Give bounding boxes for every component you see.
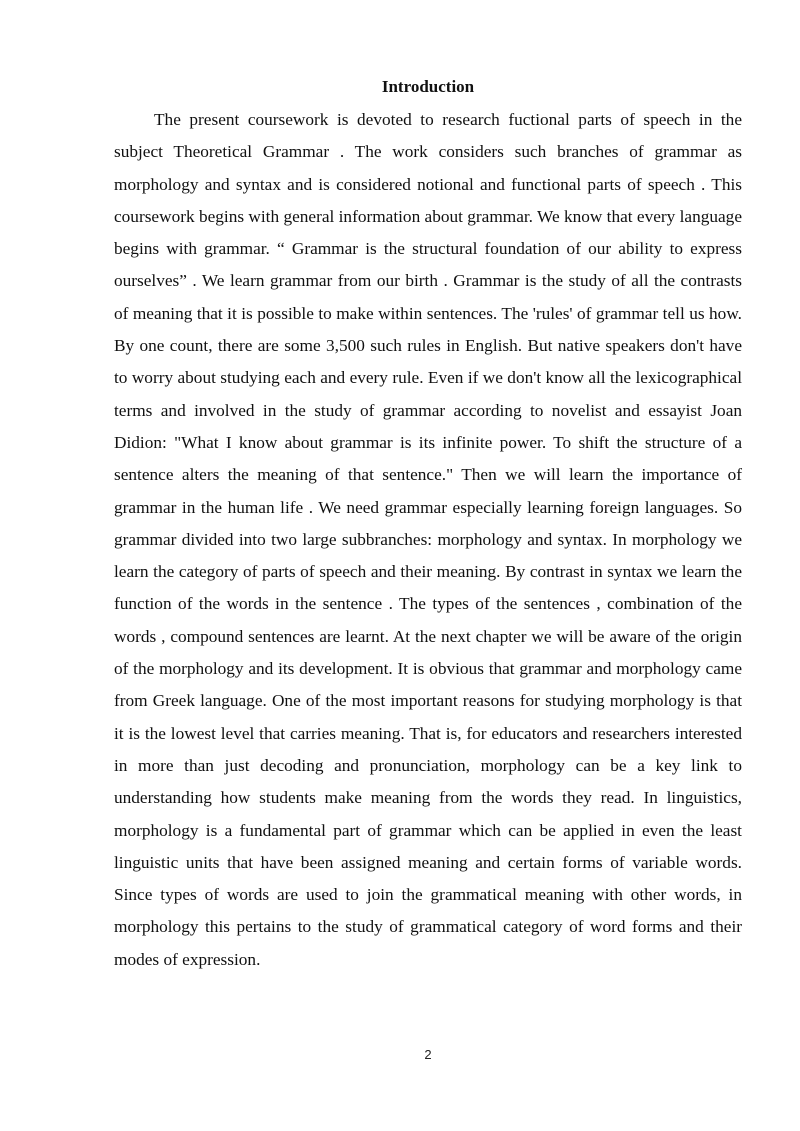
section-heading: Introduction — [381, 77, 475, 96]
page-number: 2 — [424, 1047, 432, 1062]
introduction-paragraph: The present coursework is devoted to research fuctional parts of speech in the subject Theoretical Grammar . The work considers such branches of grammar as morphology and syntax and is considered notional and functional parts of speech . This coursework begins with general information about grammar. We know that every language begins with grammar. “ Grammar is the structural foundation of our ability to express ourselves” . We learn grammar from our birth . Grammar is the study of all the contrasts of meaning that it is possible to make within sentences. The 'rules' of grammar tell us how. By one count, there are some 3,500 such rules in English. But native speakers don't have to worry about studying each and every rule. Even if we don't know all the lexicographical terms and involved in the study of grammar according to novelist and essayist Joan Didion: "What I know about grammar is its infinite power. To shift the structure of a sentence alters the meaning of that sentence." Then we will learn the importance of grammar in the human life . We need grammar especially learning foreign languages. So grammar divided into two large subbranches: morphology and syntax. In morphology we learn the category of parts of speech and their meaning. By contrast in syntax we learn the function of the words in the sentence . The types of the sentences , combination of the words , compound sentences are learnt. At the next chapter we will be aware of the origin of the morphology and its development. It is obvious that grammar and morphology came from Greek language. One of the most important reasons for studying morphology is that it is the lowest level that carries meaning. That is, for educators and researchers interested in more than just decoding and pronunciation, morphology can be a key link to understanding how students make meaning from the words they read. In linguistics, morphology is a fundamental part of grammar which can be applied in even the least linguistic units that have been assigned meaning and certain forms of variable words. Since types of words are used to join the grammatical meaning with other words, in morphology this pertains to the study of grammatical category of word forms and their modes of expression. — [114, 110, 742, 969]
